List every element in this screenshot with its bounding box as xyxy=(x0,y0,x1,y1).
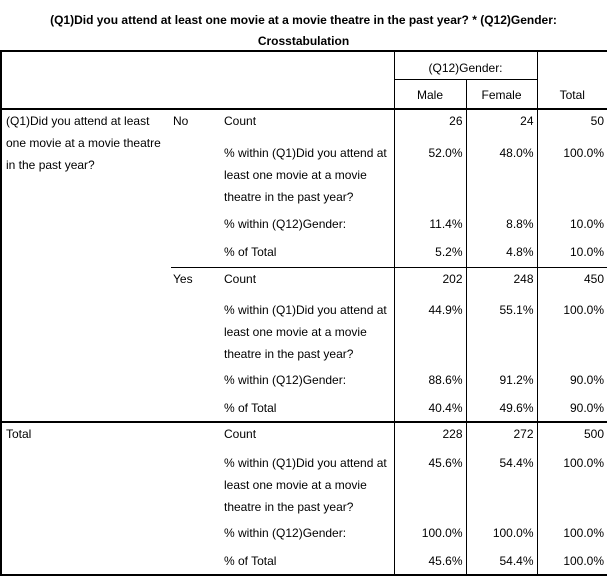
cell-value: 49.6% xyxy=(466,397,537,422)
cell-value: 88.6% xyxy=(394,369,466,397)
cell-value: 100.0% xyxy=(537,522,607,550)
stat-label: % of Total xyxy=(222,550,394,575)
cell-value: 91.2% xyxy=(466,369,537,397)
stat-label: % within (Q12)Gender: xyxy=(224,373,347,387)
stat-label: Count xyxy=(222,422,394,452)
row-variable-label: (Q1)Did you attend at least one movie at a movie theatre in the past year? xyxy=(1,109,171,422)
stat-label: % within (Q1)Did you attend at least one movie at a movie theatre in the past year? xyxy=(224,146,387,204)
stat-label: % of Total xyxy=(224,401,277,415)
header-corner xyxy=(1,51,394,109)
stat-label: % within (Q12)Gender: xyxy=(224,526,347,540)
header-male: Male xyxy=(394,79,466,109)
cell-value: 100.0% xyxy=(466,522,537,550)
table-row xyxy=(1,422,607,452)
cell-value: 272 xyxy=(466,422,537,452)
cell-value: 100.0% xyxy=(537,452,607,522)
cell-value: 52.0% xyxy=(394,142,466,213)
cell-value: 90.0% xyxy=(537,369,607,397)
cell-value: 228 xyxy=(394,422,466,452)
cell-value: 48.0% xyxy=(466,142,537,213)
cell-value: 450 xyxy=(537,267,607,299)
cell-value: 40.4% xyxy=(394,397,466,422)
stat-label: Count xyxy=(222,267,394,299)
header-total: Total xyxy=(537,51,607,109)
cell-value: 500 xyxy=(537,422,607,452)
cell-value: 24 xyxy=(466,109,537,142)
cell-value: 4.8% xyxy=(466,241,537,267)
cell-value: 10.0% xyxy=(537,241,607,267)
cell-value: 5.2% xyxy=(394,241,466,267)
header-gender: (Q12)Gender: xyxy=(394,51,537,79)
cell-value: 8.8% xyxy=(466,213,537,241)
cell-value: 50 xyxy=(537,109,607,142)
cell-value: 10.0% xyxy=(537,213,607,241)
group-label: No xyxy=(171,109,222,267)
cell-value: 45.6% xyxy=(394,550,466,575)
cell-value: 44.9% xyxy=(394,299,466,369)
header-female: Female xyxy=(466,79,537,109)
table-title: (Q1)Did you attend at least one movie at a movie theatre in the past year? * (Q12)Gender: xyxy=(50,13,557,27)
table-subtitle: Crosstabulation xyxy=(257,34,350,48)
cell-value: 55.1% xyxy=(466,299,537,369)
cell-value: 248 xyxy=(466,267,537,299)
cell-value: 100.0% xyxy=(394,522,466,550)
total-label: Total xyxy=(1,422,222,575)
stat-label: % of Total xyxy=(224,245,277,259)
group-label: Yes xyxy=(171,267,222,422)
crosstab-table xyxy=(0,50,607,576)
stat-label: % within (Q12)Gender: xyxy=(224,217,347,231)
cell-value: 90.0% xyxy=(537,397,607,422)
cell-value: 45.6% xyxy=(394,452,466,522)
cell-value: 100.0% xyxy=(537,142,607,213)
stat-label: % within (Q1)Did you attend at least one movie at a movie theatre in the past year? xyxy=(224,303,387,361)
cell-value: 26 xyxy=(394,109,466,142)
stat-label: Count xyxy=(222,109,394,142)
table-row xyxy=(1,109,607,142)
cell-value: 54.4% xyxy=(466,550,537,575)
cell-value: 202 xyxy=(394,267,466,299)
cell-value: 54.4% xyxy=(466,452,537,522)
cell-value: 100.0% xyxy=(537,299,607,369)
stat-label: % within (Q1)Did you attend at least one movie at a movie theatre in the past year? xyxy=(224,456,387,514)
cell-value: 11.4% xyxy=(394,213,466,241)
cell-value: 100.0% xyxy=(537,550,607,575)
